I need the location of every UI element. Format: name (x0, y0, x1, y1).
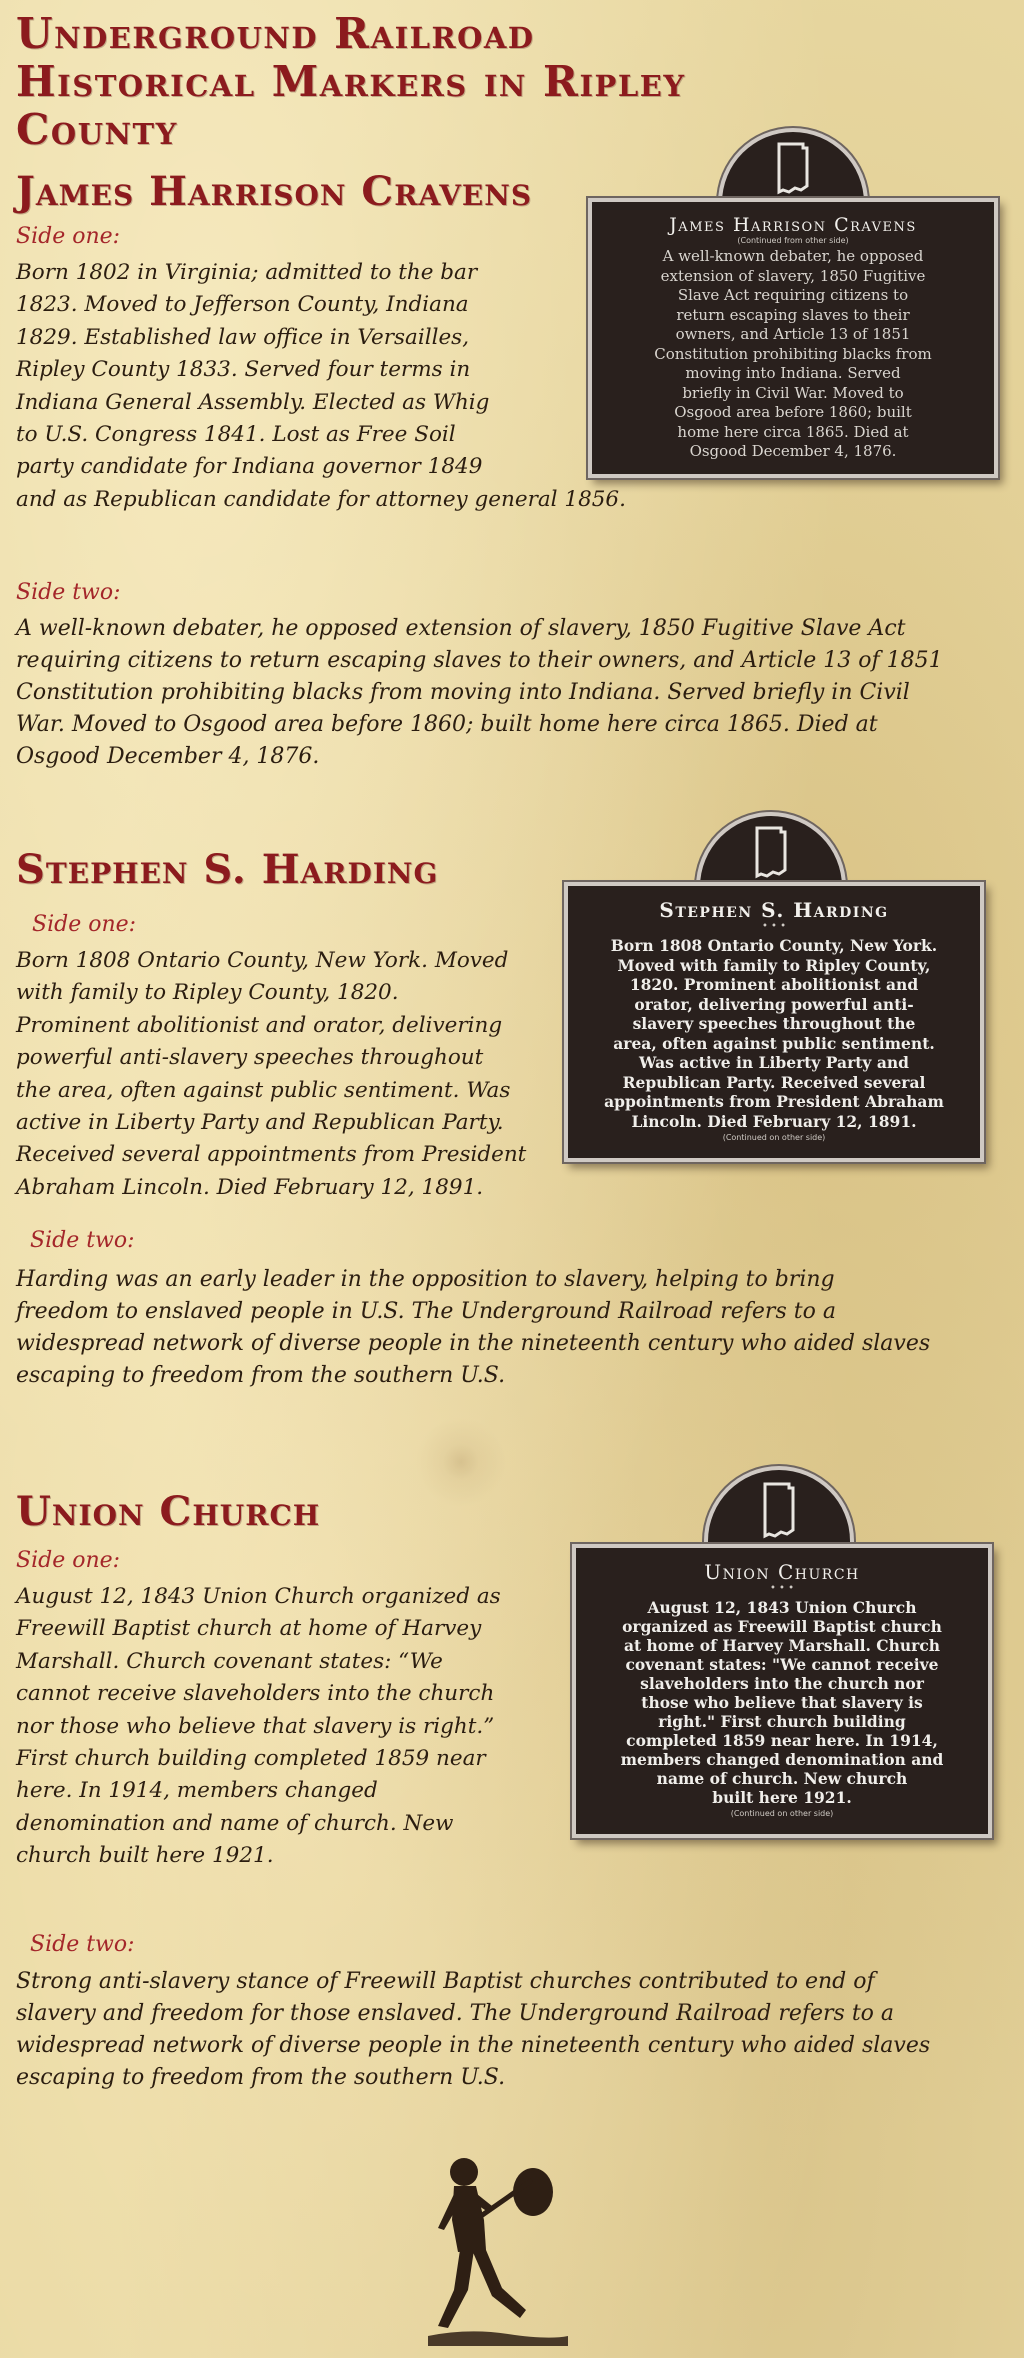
side-two-label: Side two: (30, 1932, 135, 1957)
side-one-text-union-church: August 12, 1843 Union Church organized as Freewill Baptist church at home of Harvey Marshall. Church covenant states: “We cannot receive slaveholders into the church nor those who believe that slavery is right.” First church building completed 1859 near here. In 1914, members changed denomination and name of church. New church built here 1921. (16, 1584, 501, 1869)
historical-marker-plaque-union-church: Union Church • • • August 12, 1843 Union Church organized as Freewill Baptist church at home of Harvey Marshall. Church covenant states: "We cannot receive slaveholders into the church nor those who believe that slavery is right." First church building completed 1859 near here. In 1914, members changed denomination and name of church. New church built here 1921. (Continued on other side) (572, 1466, 992, 1844)
side-one-label: Side one: (16, 1548, 121, 1573)
side-two-text-harding: Harding was an early leader in the opposition to slavery, helping to bring freedom to enslaved people in U.S. The Underground Railroad refers to a widespread network of diverse people in the nineteenth century who aided slaves escaping to freedom from the southern U.S. (16, 1267, 931, 1388)
section-heading-cravens: James Harrison Cravens (16, 168, 533, 215)
side-two-text-union-church: Strong anti-slavery stance of Freewill Baptist churches contributed to end of slavery and freedom for those enslaved. The Underground Railroad refers to a widespread network of diverse people in the nineteenth century who aided slaves escaping to freedom from the southern U.S. (16, 1969, 931, 2090)
side-one-label: Side one: (32, 912, 137, 937)
runaway-traveler-icon (428, 2150, 568, 2350)
indiana-state-outline-icon (759, 1480, 799, 1540)
side-two-label: Side two: (30, 1228, 135, 1253)
page-title: Underground Railroad Historical Markers in Ripley County (16, 9, 686, 154)
side-one-text-harding: Born 1808 Ontario County, New York. Moved with family to Ripley County, 1820. Prominent abolitionist and orator, delivering powerful anti-slavery speeches throughout the area, often against public sentiment. Was active in Liberty Party and Republican Party. Received several appointments from President Abraham Lincoln. Died February 12, 1891. (16, 948, 527, 1200)
side-one-text-cravens: Born 1802 in Virginia; admitted to the bar 1823. Moved to Jefferson County, Indiana 1829. Established law office in Versailles, Ripley County 1833. Served four terms in Indiana General Assembly. Elected as Whig to U.S. Congress 1841. Lost as Free Soil party candidate for Indiana governor 1849 and as Republican candidate for attorney general 1856. (16, 260, 626, 512)
section-heading-union-church: Union Church (16, 1488, 321, 1535)
side-one-label: Side one: (16, 224, 121, 249)
historical-marker-plaque-harding: Stephen S. Harding • • • Born 1808 Ontario County, New York. Moved with family to Ripley County, 1820. Prominent abolitionist and orator, delivering powerful anti- slavery speeches throughout the area, often against public sentiment. Was active in Liberty Party and Republican Party. Received several appointments from President Abraham Lincoln. Died February 12, 1891. (Continued on other side) (564, 812, 984, 1172)
section-heading-harding: Stephen S. Harding (16, 846, 439, 893)
indiana-state-outline-icon (773, 140, 813, 196)
side-two-text-cravens: A well-known debater, he opposed extension of slavery, 1850 Fugitive Slave Act requiring citizens to return escaping slaves to their owners, and Article 13 of 1851 Constitution prohibiting blacks from moving into Indiana. Served briefly in Civil War. Moved to Osgood area before 1860; built home here circa 1865. Died at Osgood December 4, 1876. (16, 616, 943, 769)
indiana-state-outline-icon (751, 824, 791, 880)
side-two-label: Side two: (16, 580, 121, 605)
historical-marker-plaque-cravens: James Harrison Cravens (Continued from other side) A well-known debater, he opposed extension of slavery, 1850 Fugitive Slave Act requiring citizens to return escaping slaves to their owners, and Article 13 of 1851 Constitution prohibiting blacks from moving into Indiana. Served briefly in Civil War. Moved to Osgood area before 1860; built home here circa 1865. Died at Osgood December 4, 1876. (588, 128, 998, 483)
